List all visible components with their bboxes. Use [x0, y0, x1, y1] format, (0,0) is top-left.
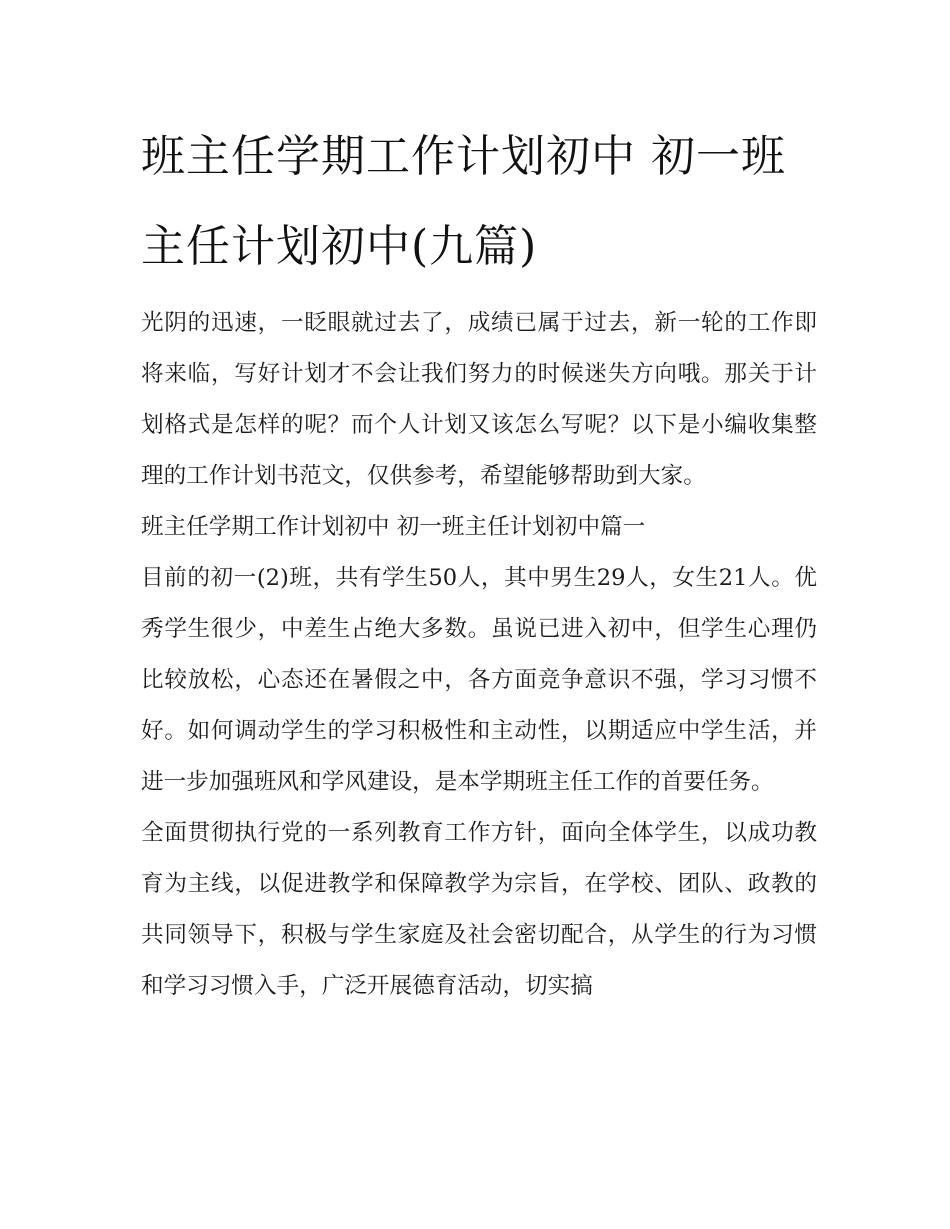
body-paragraph-2: 全面贯彻执行党的一系列教育工作方针，面向全体学生，以成功教育为主线，以促进教学和保障教学为宗旨，在学校、团队、政教的共同领导下，积极与学生家庭及社会密切配合，从学生的行为习惯和学习习惯入手，广泛开展德育活动，切实搞 — [141, 820, 817, 999]
section-heading: 班主任学期工作计划初中 初一班主任计划初中篇一 — [141, 514, 646, 540]
document-page — [141, 112, 817, 1012]
intro-paragraph: 光阴的迅速，一眨眼就过去了，成绩已属于过去，新一轮的工作即将来临，写好计划才不会让我们努力的时候迷失方向哦。那关于计划格式是怎样的呢？而个人计划又该怎么写呢？以下是小编收集整理的工作计划书范文，仅供参考，希望能够帮助到大家。 — [141, 310, 817, 489]
document-body — [141, 298, 817, 1012]
document-title: 班主任学期工作计划初中 初一班主任计划初中(九篇) — [141, 131, 786, 272]
body-paragraph-1: 目前的初一(2)班，共有学生50人，其中男生29人，女生21人。优秀学生很少，中差生占绝大多数。虽说已进入初中，但学生心理仍比较放松，心态还在暑假之中，各方面竞争意识不强，学习习惯不好。如何调动学生的学习积极性和主动性，以期适应中学生活，并进一步加强班风和学风建设，是本学期班主任工作的首要任务。 — [141, 565, 817, 795]
